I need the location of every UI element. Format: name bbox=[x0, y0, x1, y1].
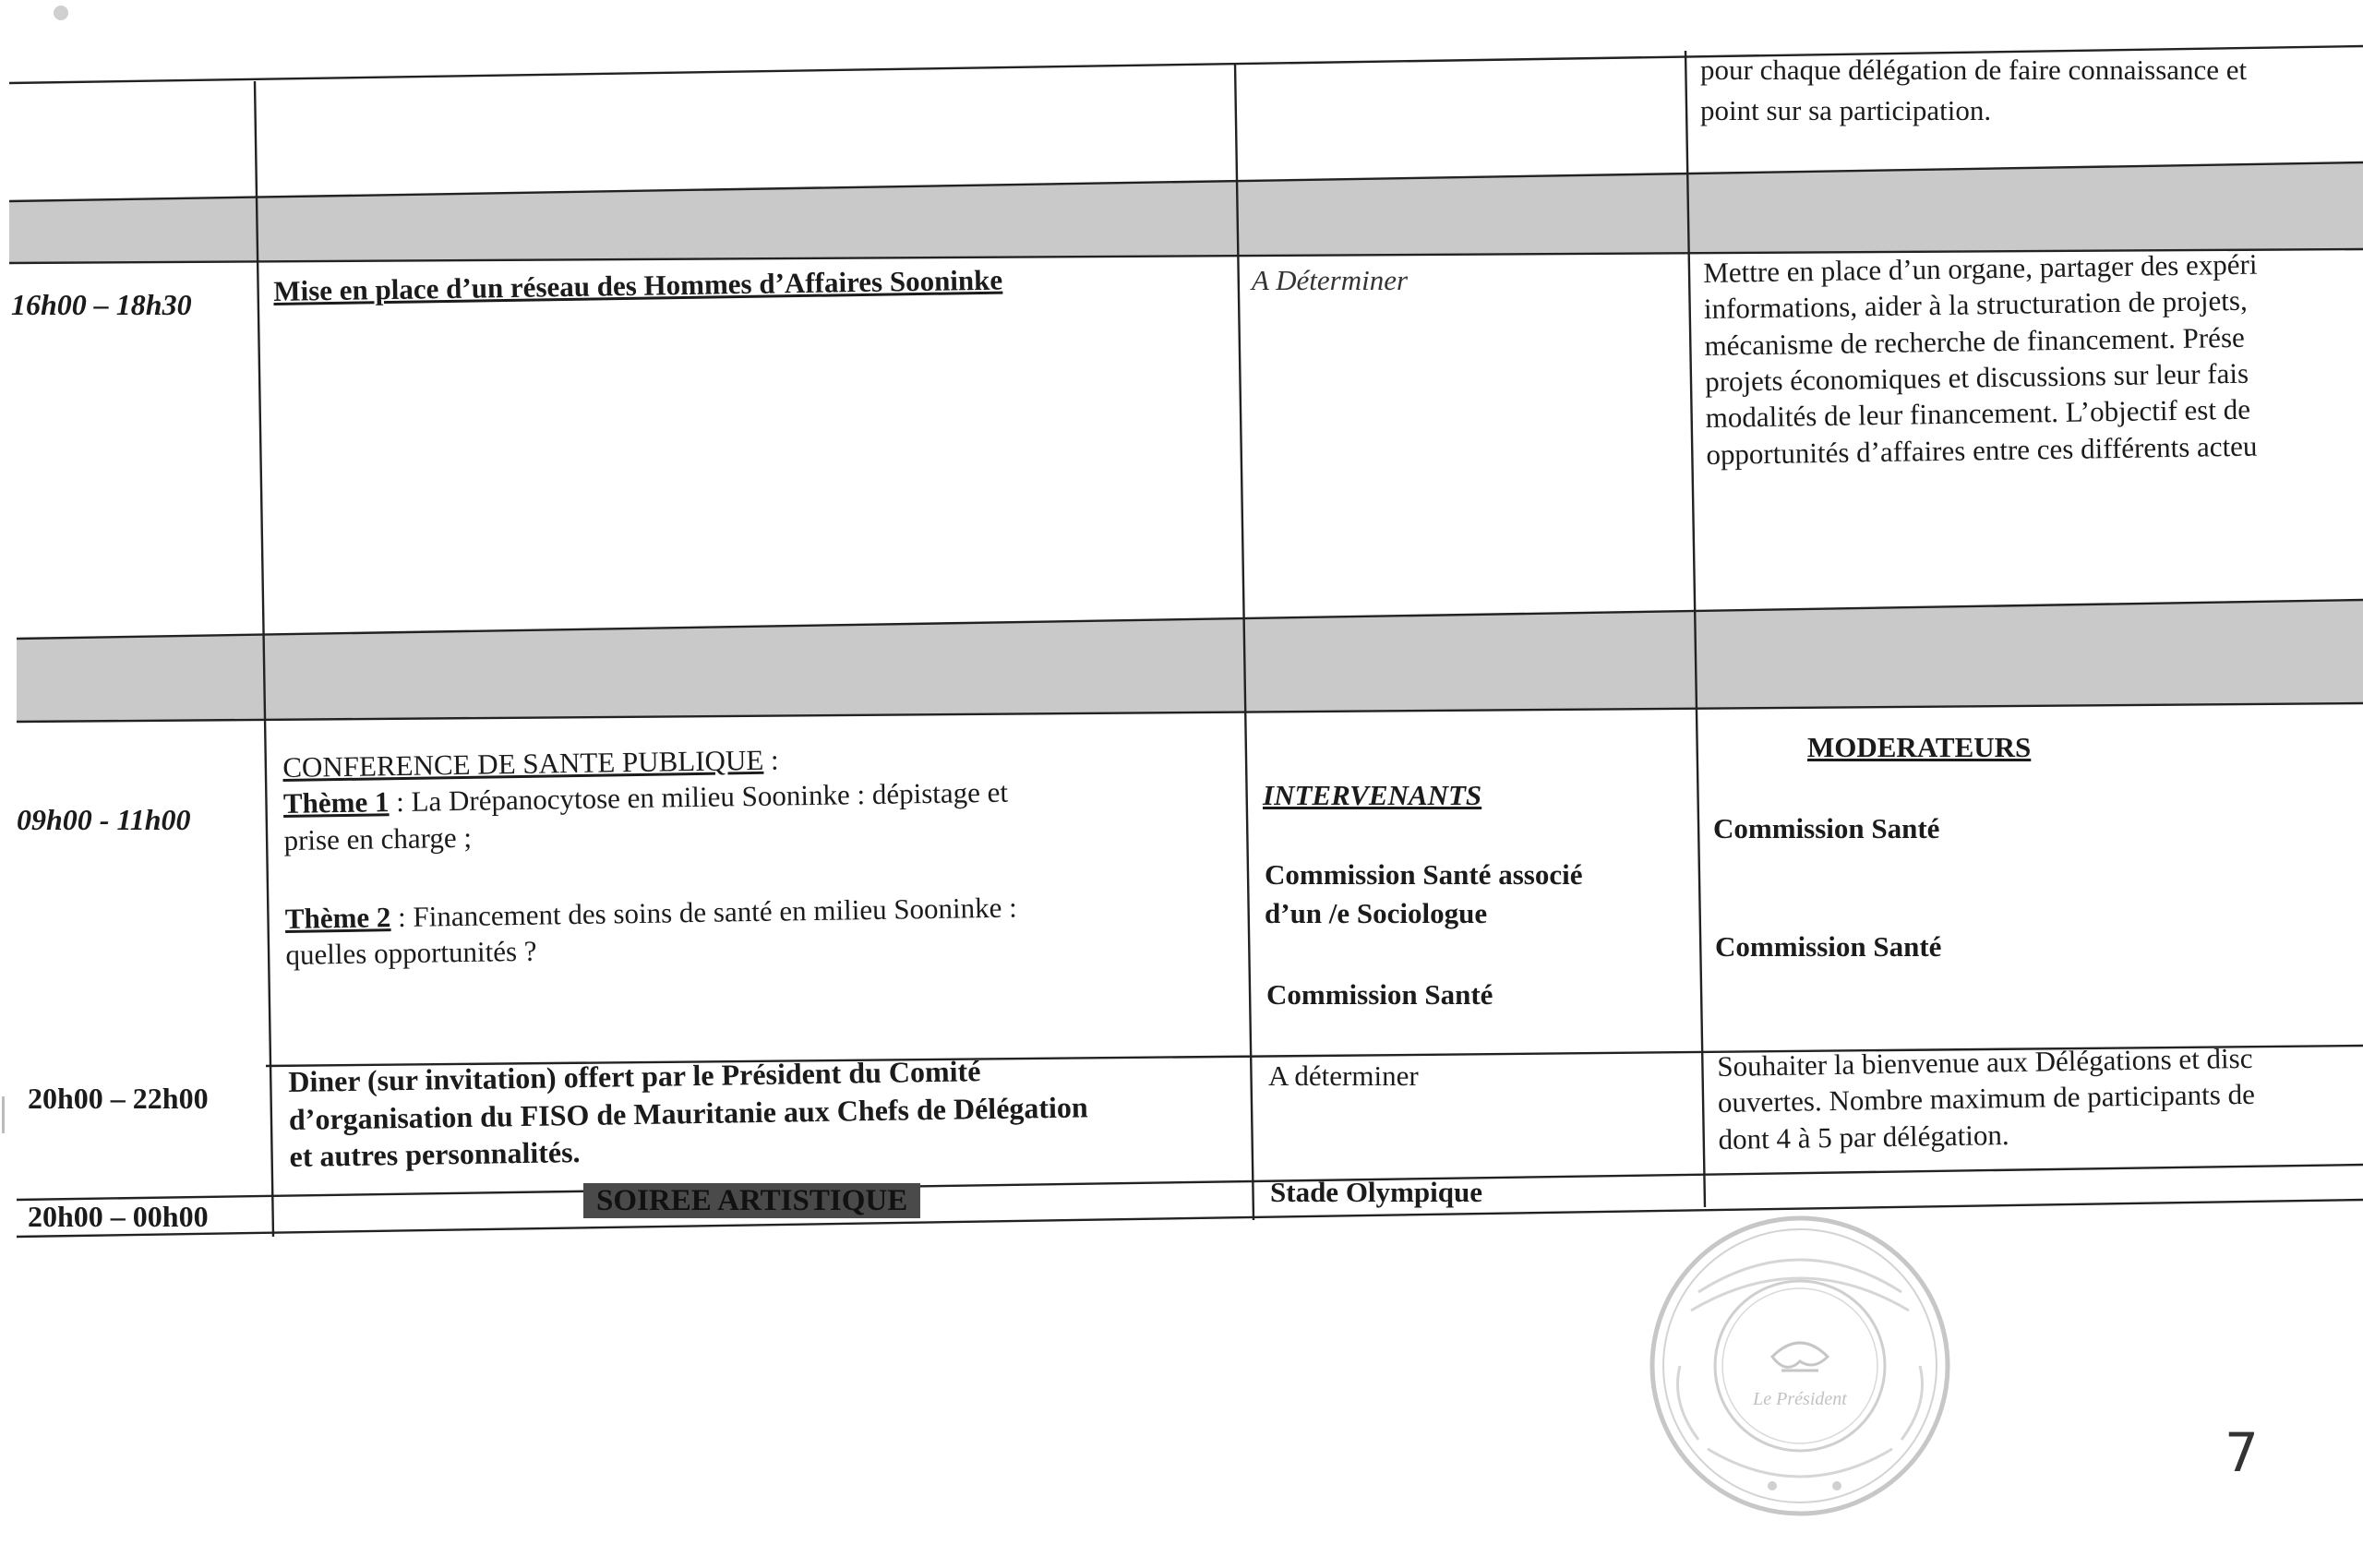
intervenant-1-line-2: d’un /e Sociologue bbox=[1265, 897, 1488, 929]
diner-desc-line-1: Souhaiter la bienvenue aux Délégations et disc bbox=[1717, 1041, 2253, 1083]
theme-2-text: : Financement des soins de santé en milieu Sooninke : bbox=[390, 891, 1018, 934]
moderateur-1: Commission Santé bbox=[1713, 812, 1940, 844]
desc-reseau-line: projets économiques et discussions sur leur fais bbox=[1704, 356, 2249, 399]
separator-band-1 bbox=[9, 162, 2363, 263]
desc-reseau-line: opportunités d’affaires entre ces différents acteu bbox=[1706, 429, 2258, 471]
location-reseau: A Déterminer bbox=[1252, 264, 1409, 296]
moderateur-2: Commission Santé bbox=[1715, 930, 1942, 963]
time-soiree: 20h00 – 00h00 bbox=[28, 1200, 209, 1233]
intervenant-2: Commission Santé bbox=[1266, 978, 1493, 1011]
intervenants-heading: INTERVENANTS bbox=[1263, 779, 1482, 811]
hline-bottom bbox=[17, 1200, 2363, 1237]
diner-title-block bbox=[288, 1050, 1089, 1175]
diner-title-line-3: et autres personnalités. bbox=[289, 1135, 581, 1174]
theme-1-text: : La Drépanocytose en milieu Sooninke : dépistage et bbox=[389, 776, 1009, 819]
soiree-title-highlight: SOIREE ARTISTIQUE bbox=[583, 1183, 920, 1218]
time-sante: 09h00 - 11h00 bbox=[17, 803, 191, 836]
desc-reseau bbox=[1703, 246, 2261, 473]
intro-text-line-2: point sur sa participation. bbox=[1700, 94, 1992, 126]
desc-reseau-line: mécanisme de recherche de financement. Prése bbox=[1704, 320, 2245, 362]
time-reseau: 16h00 – 18h30 bbox=[11, 288, 192, 321]
sante-title-colon: : bbox=[762, 743, 779, 776]
diner-desc-line-2: ouvertes. Nombre maximum de participants de bbox=[1717, 1078, 2256, 1119]
title-reseau: Mise en place d’un réseau des Hommes d’Affaires Sooninke bbox=[273, 263, 1003, 307]
desc-reseau-line: modalités de leur financement. L’objectif est de bbox=[1705, 393, 2251, 435]
location-soiree: Stade Olympique bbox=[1270, 1176, 1482, 1208]
desc-reseau-line: informations, aider à la structuration de projets, bbox=[1703, 284, 2248, 326]
intro-text-line-1: pour chaque délégation de faire connaissance et bbox=[1700, 54, 2248, 86]
theme-2-cont: quelles opportunités ? bbox=[285, 935, 537, 972]
sante-title: CONFERENCE DE SANTE PUBLIQUE bbox=[282, 743, 764, 784]
seal-inner-text: Le Président bbox=[1753, 1389, 1847, 1409]
desc-reseau-line: Mettre en place d’un organe, partager des expéri bbox=[1703, 247, 2258, 289]
intervenant-1-line-1: Commission Santé associé bbox=[1265, 858, 1583, 891]
association-seal-stamp bbox=[1643, 1209, 1957, 1523]
diner-title-line-2: d’organisation du FISO de Mauritanie aux Chefs de Délégation bbox=[288, 1090, 1088, 1136]
sante-topic-block bbox=[282, 738, 1018, 974]
diner-desc-line-3: dont 4 à 5 par délégation. bbox=[1718, 1118, 2009, 1155]
theme-1-label: Thème 1 bbox=[282, 785, 390, 820]
diner-desc-block bbox=[1717, 1040, 2256, 1157]
location-diner: A déterminer bbox=[1268, 1059, 1419, 1092]
theme-2-label: Thème 2 bbox=[284, 901, 391, 936]
time-diner: 20h00 – 22h00 bbox=[28, 1082, 209, 1115]
page-number: 7 bbox=[2225, 1421, 2259, 1484]
moderateurs-heading: MODERATEURS bbox=[1807, 731, 2032, 763]
diner-title-line-1: Diner (sur invitation) offert par le Président du Comité bbox=[288, 1054, 981, 1098]
theme-1-cont: prise en charge ; bbox=[283, 820, 473, 856]
